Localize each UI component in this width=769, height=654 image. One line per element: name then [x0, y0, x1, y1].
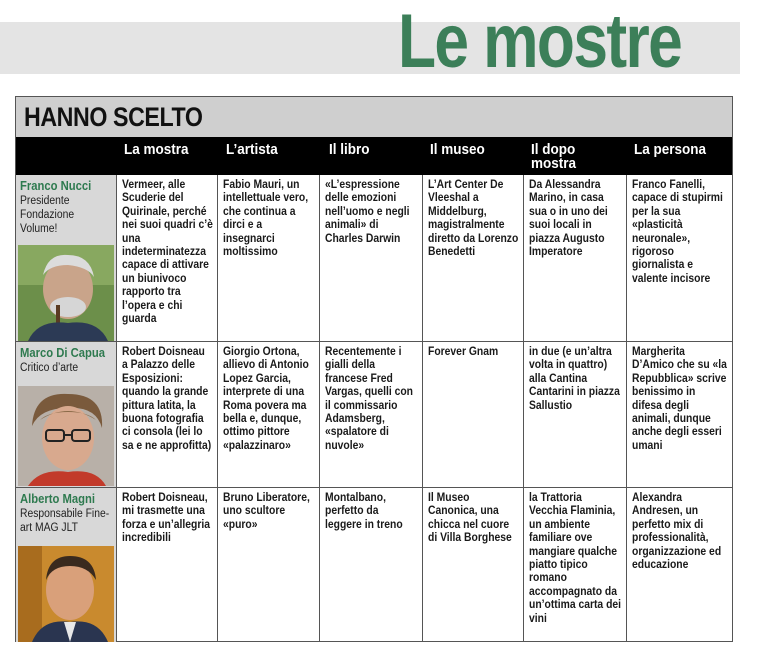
column-header-mostra: La mostra [124, 141, 189, 158]
cell-libro: «L’espressione delle emozioni nell’uomo e negli animali» di Charles Darwin [319, 175, 422, 341]
column-header-artista: L’artista [226, 141, 278, 158]
choices-table [15, 96, 733, 642]
cell-mostra: Vermeer, alle Scuderie del Quirinale, perché nei suoi quadri c’è una indeterminatezza capace di attivare un biunivoco rapporto tra l’opera e chi guarda [116, 175, 217, 341]
cell-dopo-mostra: Da Alessandra Marino, in casa sua o in uno dei suoi locali in piazza Augusto Imperatore [523, 175, 626, 341]
cell-mostra: Robert Doisneau a Palazzo delle Esposizioni: quando la grande pittura latita, la buona fotografia ci consola (lei lo sa e ne approfitta) [116, 342, 217, 487]
cell-museo: Forever Gnam [422, 342, 523, 487]
cell-persona: Franco Fanelli, capace di stupirmi per la sua «plasticità neuronale», rigoroso giornalista e valente incisore [626, 175, 732, 341]
cell-persona: Margherita D’Amico che su «la Repubblica» scrive benissimo in difesa degli animali, dunque anche degli esseri umani [626, 342, 732, 487]
table-row [16, 487, 732, 642]
column-header-museo: Il museo [430, 141, 485, 158]
column-header-dopo-mostra: Il dopo mostra [531, 141, 577, 172]
person-name: Alberto Magni [20, 492, 96, 506]
cell-libro: Recentemente i gialli della francese Fred Vargas, quelli con il commissario Adamsberg, «spalatore di nuvole» [319, 342, 422, 487]
person-role: Critico d’arte [20, 362, 79, 374]
person-role: Responsabile Fine-art MAG JLT [20, 508, 110, 534]
portrait-photo [18, 546, 114, 642]
cell-artista: Bruno Liberatore, uno scultore «puro» [217, 488, 319, 642]
cell-persona: Alexandra Andresen, un perfetto mix di professionalità, organizzazione ed educazione [626, 488, 732, 642]
section-header [16, 97, 732, 137]
cell-dopo-mostra: in due (e un’altra volta in quattro) alla Cantina Cantarini in piazza Sallustio [523, 342, 626, 487]
column-header-libro: Il libro [329, 141, 370, 158]
cell-libro: Montalbano, perfetto da leggere in treno [319, 488, 422, 642]
section-title: HANNO SCELTO [24, 102, 203, 132]
person-cell [16, 342, 116, 487]
cell-museo: L’Art Center De Vleeshal a Middelburg, magistralmente diretto da Lorenzo Benedetti [422, 175, 523, 341]
cell-artista: Giorgio Ortona, allievo di Antonio Lopez Garcia, interprete di una Roma povera ma bella e, dunque, ottimo pittore «palazzinaro» [217, 342, 319, 487]
person-name: Marco Di Capua [20, 346, 106, 360]
portrait-photo [18, 245, 114, 341]
cell-museo: Il Museo Canonica, una chicca nel cuore di Villa Borghese [422, 488, 523, 642]
person-cell [16, 488, 116, 642]
column-header-persona: La persona [634, 141, 707, 158]
cell-artista: Fabio Mauri, un intellettuale vero, che continua a dirci e a insegnarci moltissimo [217, 175, 319, 341]
cell-mostra: Robert Doisneau, mi trasmette una forza e un’allegria incredibili [116, 488, 217, 642]
person-cell [16, 175, 116, 341]
page-title: Le mostre [398, 0, 682, 84]
person-role: Presidente Fondazione Volume! [20, 195, 75, 235]
portrait-photo [18, 386, 114, 486]
table-row [16, 175, 732, 341]
column-header-bar [16, 137, 732, 175]
table-row [16, 341, 732, 487]
person-name: Franco Nucci [20, 179, 92, 193]
cell-dopo-mostra: la Trattoria Vecchia Flaminia, un ambiente familiare ove mangiare qualche piatto tipico romano accompagnato da un’ottima carta dei vini [523, 488, 626, 642]
